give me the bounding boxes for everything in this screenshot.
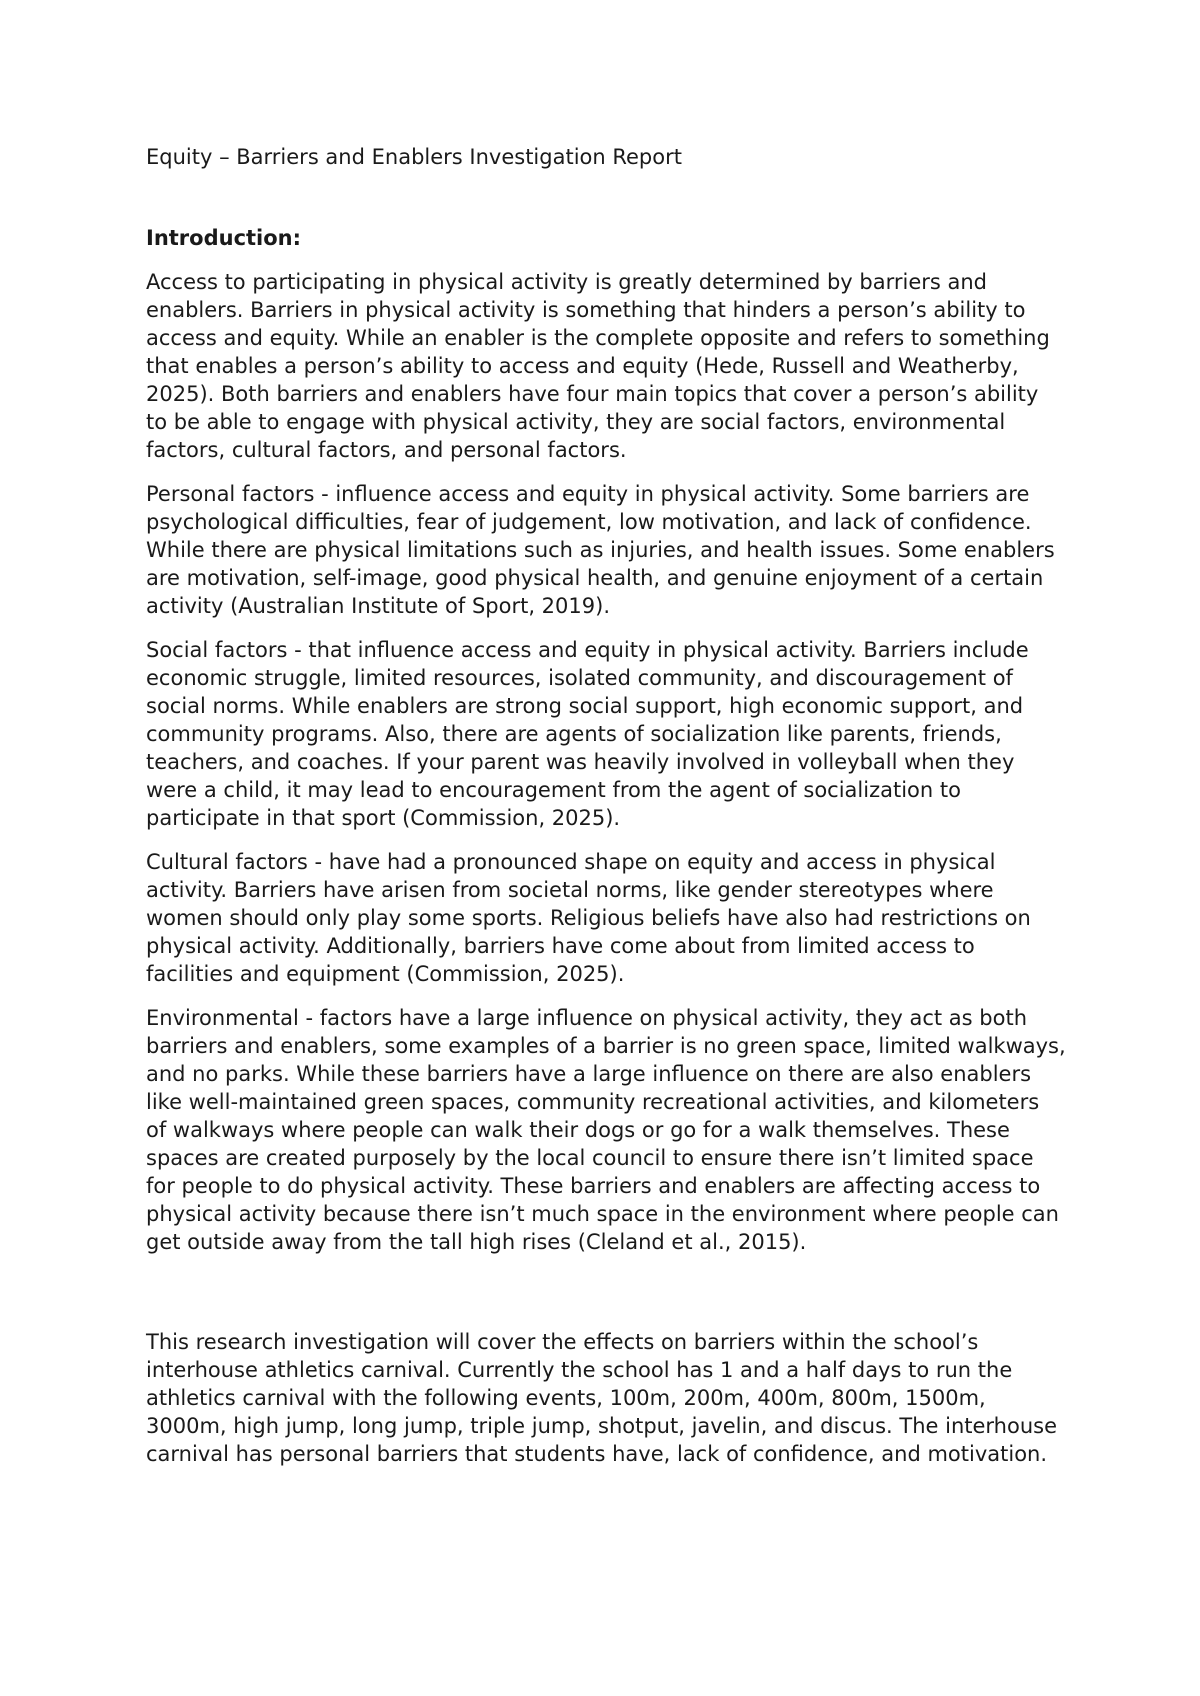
document-body [146, 143, 1066, 1468]
introduction-heading: Introduction: [146, 226, 302, 250]
paragraph-research-investigation: This research investigation will cover the effects on barriers within the school’s interhouse athletics carnival. Currently the school has 1 and a half days to run the athletics carnival with the following events, 100m, 200m, 400m, 800m, 1500m, 3000m, high jump, long jump, triple jump, shotput, javelin, and discus. The interhouse carnival has personal barriers that students have, lack of confidence, and motivation. [146, 1330, 1058, 1466]
paragraph-access-overview: Access to participating in physical activity is greatly determined by barriers and enablers. Barriers in physical activity is something that hinders a person’s ability to access and equity. While an enabler is the complete opposite and refers to something that enables a person’s ability to access and equity (Hede, Russell and Weatherby, 2025). Both barriers and enablers have four main topics that cover a person’s ability to be able to engage with physical activity, they are social factors, environmental factors, cultural factors, and personal factors. [146, 270, 1050, 462]
document-title: Equity – Barriers and Enablers Investigation Report [146, 145, 682, 169]
paragraph-environmental-factors: Environmental - factors have a large influence on physical activity, they act as both barriers and enablers, some examples of a barrier is no green space, limited walkways, and no parks. While these barriers have a large influence on there are also enablers like well-maintained green spaces, community recreational activities, and kilometers of walkways where people can walk their dogs or go for a walk themselves. These spaces are created purposely by the local council to ensure there isn’t limited space for people to do physical activity. These barriers and enablers are affecting access to physical activity because there isn’t much space in the environment where people can get outside away from the tall high rises (Cleland et al., 2015). [146, 1006, 1066, 1254]
paragraph-social-factors: Social factors - that influence access and equity in physical activity. Barriers include economic struggle, limited resources, isolated community, and discouragement of social norms. While enablers are strong social support, high economic support, and community programs. Also, there are agents of socialization like parents, friends, teachers, and coaches. If your parent was heavily involved in volleyball when they were a child, it may lead to encouragement from the agent of socialization to participate in that sport (Commission, 2025). [146, 638, 1029, 830]
paragraph-personal-factors: Personal factors - influence access and equity in physical activity. Some barriers are psychological difficulties, fear of judgement, low motivation, and lack of confidence. While there are physical limitations such as injuries, and health issues. Some enablers are motivation, self-image, good physical health, and genuine enjoyment of a certain activity (Australian Institute of Sport, 2019). [146, 482, 1055, 618]
paragraph-cultural-factors: Cultural factors - have had a pronounced shape on equity and access in physical activity. Barriers have arisen from societal norms, like gender stereotypes where women should only play some sports. Religious beliefs have also had restrictions on physical activity. Additionally, barriers have come about from limited access to facilities and equipment (Commission, 2025). [146, 850, 1031, 986]
